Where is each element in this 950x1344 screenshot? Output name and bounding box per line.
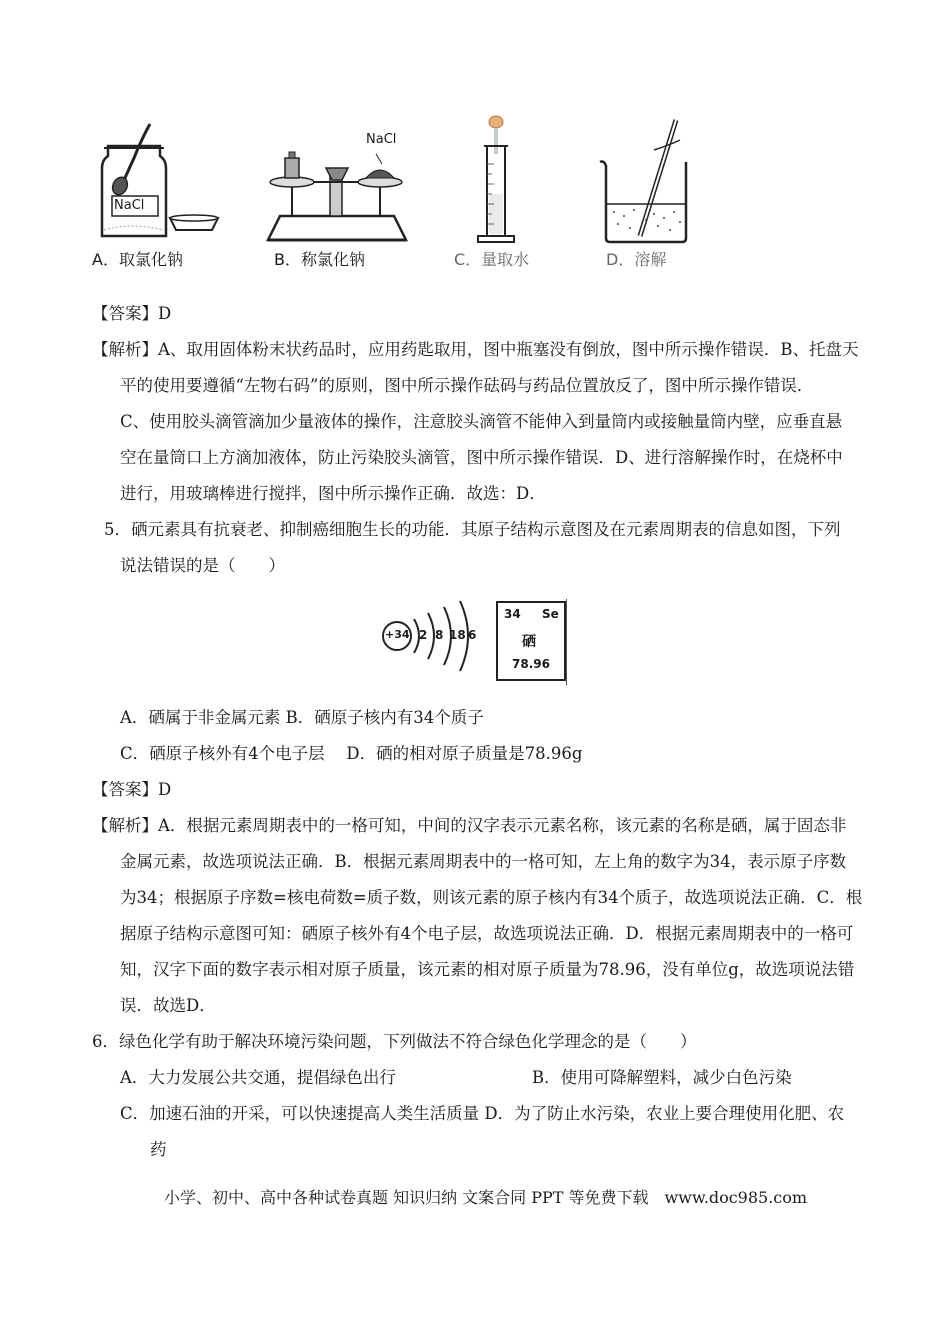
q4-analysis-line-3: C、使用胶头滴管滴加少量液体的操作，注意胶头滴管不能伸入到量筒内或接触量筒内壁，应垂直悬	[120, 412, 843, 431]
q4-analysis-line-1: 【解析】A、取用固体粉末状药品时，应用药匙取用，图中瓶塞没有倒放，图中所示操作错误．B、托盘天	[92, 340, 859, 359]
graduated-cylinder-dropper-icon	[466, 114, 526, 248]
element-name: 硒	[522, 634, 536, 650]
q5-stem-line-2: 说法错误的是（ ）	[120, 556, 285, 575]
q4-analysis-line-5: 进行，用玻璃棒进行搅拌，图中所示操作正确．故选：D．	[120, 484, 546, 503]
beaker-glass-rod-icon	[596, 116, 696, 248]
caption-d: D．溶解	[606, 250, 667, 269]
shell-2-count: 8	[435, 628, 444, 642]
q4-answer: 【答案】D	[92, 304, 172, 323]
periodic-table-cell	[496, 601, 566, 681]
q6-option-cd: C．加速石油的开采，可以快速提高人类生活质量 D．为了防止水污染，农业上要合理使用化肥、农	[120, 1104, 845, 1123]
q5-option-cd: C．硒原子核外有4个电子层 D．硒的相对原子质量是78.96g	[120, 744, 583, 763]
q5-stem-line-1: 5．硒元素具有抗衰老、抑制癌细胞生长的功能．其原子结构示意图及在元素周期表的信息如图，下列	[104, 520, 841, 539]
caption-c: C．量取水	[454, 250, 530, 269]
caption-a: A．取氯化钠	[92, 250, 183, 269]
q5-analysis-line-3: 为34；根据原子序数=核电荷数=质子数，则该元素的原子核内有34个质子，故选项说法正确．C．根	[120, 888, 863, 907]
atom-structure-diagram	[380, 597, 484, 677]
balance-label: NaCl	[366, 132, 397, 147]
element-symbol: Se	[542, 607, 559, 621]
q5-option-ab: A．硒属于非金属元素 B．硒原子核内有34个质子	[120, 708, 484, 727]
page-footer: 小学、初中、高中各种试卷真题 知识归纳 文案合同 PPT 等免费下载 www.doc985.com	[164, 1188, 808, 1207]
q5-analysis-line-2: 金属元素，故选项说法正确．B．根据元素周期表中的一格可知，左上角的数字为34，表示原子序数	[120, 852, 847, 871]
q4-analysis-line-2: 平的使用要遵循“左物右码”的原则，图中所示操作砝码与药品位置放反了，图中所示操作错误．	[120, 376, 814, 395]
element-number: 34	[504, 607, 521, 621]
q5-analysis-line-6: 误．故选D．	[120, 996, 216, 1015]
balance-scale-icon	[262, 132, 412, 248]
figure-d-dissolve	[596, 116, 696, 248]
element-mass: 78.96	[512, 657, 550, 671]
reagent-bottle-spoon-icon	[90, 118, 230, 248]
q5-analysis-line-1: 【解析】A．根据元素周期表中的一格可知，中间的汉字表示元素名称，该元素的名称是硒，属于固态非	[92, 816, 847, 835]
q6-option-cd-cont: 药	[150, 1140, 167, 1159]
q5-analysis-line-4: 据原子结构示意图可知：硒原子核外有4个电子层，故选项说法正确．D．根据元素周期表中的一格可	[120, 924, 854, 943]
shell-1-count: 2	[419, 628, 428, 642]
q4-analysis-line-4: 空在量筒口上方滴加液体，防止污染胶头滴管，图中所示操作错误．D、进行溶解操作时，在烧杯中	[120, 448, 843, 467]
q6-option-a: A．大力发展公共交通，提倡绿色出行	[120, 1068, 396, 1087]
caption-b: B．称氯化钠	[274, 250, 365, 269]
cell-side-line	[566, 599, 567, 685]
q5-answer: 【答案】D	[92, 780, 172, 799]
nucleus-charge: +34	[385, 628, 410, 641]
q6-stem: 6．绿色化学有助于解决环境污染问题，下列做法不符合绿色化学理念的是（ ）	[92, 1032, 697, 1051]
q6-option-b: B．使用可降解塑料，减少白色污染	[532, 1068, 792, 1087]
figure-a-take-nacl	[90, 118, 230, 248]
shell-4-count: 6	[468, 628, 477, 642]
figure-c-measure-water	[466, 114, 526, 248]
q5-analysis-line-5: 知，汉字下面的数字表示相对原子质量，该元素的相对原子质量为78.96，没有单位g，故选项说法错	[120, 960, 855, 979]
shell-3-count: 18	[449, 628, 466, 642]
bottle-label: NaCl	[114, 198, 145, 213]
figure-b-weigh-nacl	[262, 132, 412, 248]
